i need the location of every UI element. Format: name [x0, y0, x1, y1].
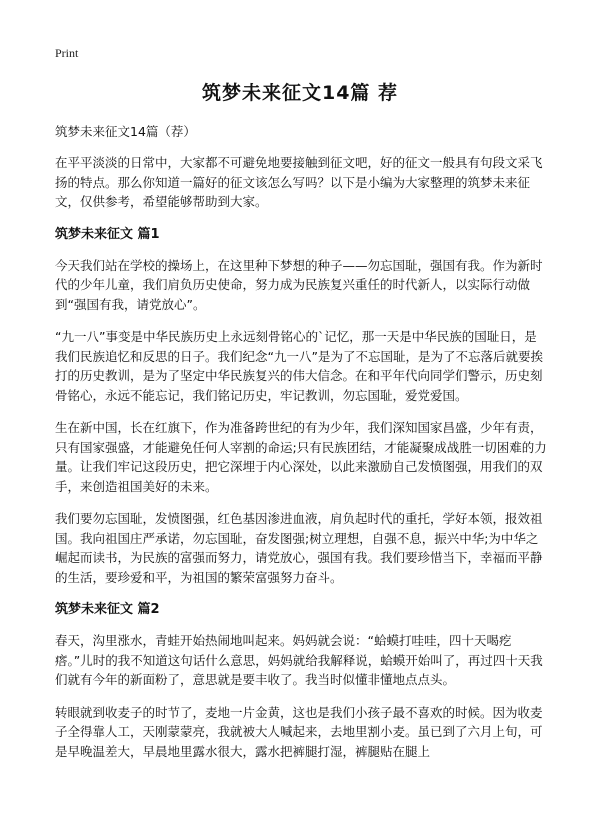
paragraph: “九一八”事变是中华民族历史上永远刻骨铭心的`记忆，那一天是中华民族的国耻日，是我们民族追忆和反思的日子。我们纪念“九一八”是为了不忘国耻，是为了不忘落后就要挨打的历史教训，是为了坚定中华民族复兴的伟大信念。在和平年代向同学们警示，历史刻骨铭心，永远不能忘记，我们铭记历史，牢记教训，勿忘国耻，爱党爱国。: [55, 329, 543, 403]
section-1: [55, 225, 547, 588]
paragraph: 我们要勿忘国耻，发愤图强，红色基因渗进血液，肩负起时代的重托，学好本领，报效祖国。我向祖国庄严承诺，勿忘国耻，奋发图强;树立理想，自强不息，振兴中华;为中华之崛起而读书，为民族的富强而努力，请党放心，强国有我。我们要珍惜当下，幸福而平静的生活，要珍爱和平，为祖国的繁荣富强努力奋斗。: [55, 511, 543, 585]
paragraph: 生在新中国，长在红旗下，作为准备跨世纪的有为少年，我们深知国家昌盛，少年有责，只有国家强盛，才能避免任何人宰割的命运;只有民族团结，才能凝聚成战胜一切困难的力量。让我们牢记这段历史，把它深埋于内心深处，以此来激励自己发愤图强，用我们的双手，来创造祖国美好的未来。: [55, 420, 547, 494]
intro-paragraph: 在平平淡淡的日常中，大家都不可避免地要接触到征文吧，好的征文一般具有句段文采飞扬的特点。那么你知道一篇好的征文该怎么写吗？以下是小编为大家整理的筑梦未来征文，仅供参考，希望能够帮助到大家。: [55, 155, 543, 209]
paragraph: 春天，沟里涨水，青蛙开始热闹地叫起来。妈妈就会说：“蛤蟆打哇哇，四十天喝疙瘩。”儿时的我不知道这句话什么意思，妈妈就给我解释说，蛤蟆开始叫了，再过四十天我们就有今年的新面粉了，意思就是要丰收了。我当时似懂非懂地点点头。: [55, 633, 543, 687]
paragraph: 转眼就到收麦子的时节了，麦地一片金黄，这也是我们小孩子最不喜欢的时候。因为收麦子全得靠人工，天刚蒙蒙亮，我就被大人喊起来，去地里割小麦。虽已到了六月上旬，可是早晚温差大，早晨地里露水很大，露水把裤腿打湿，裤腿贴在腿上: [55, 704, 543, 759]
article-subtitle: 筑梦未来征文14篇（荐）: [55, 124, 196, 139]
section-heading: 筑梦未来征文 篇2: [55, 602, 160, 617]
section-heading: 筑梦未来征文 篇1: [55, 226, 160, 242]
print-link[interactable]: Print: [55, 46, 79, 60]
page-title: 筑梦未来征文14篇 荐: [201, 82, 399, 104]
section-2: [55, 600, 547, 761]
paragraph: 今天我们站在学校的操场上，在这里种下梦想的种子——勿忘国耻，强国有我。作为新时代的少年儿童，我们肩负历史使命，努力成为民族复兴重任的时代新人，以实际行动做到“强国有我，请党放心”。: [55, 257, 543, 312]
article-body: [55, 122, 547, 774]
